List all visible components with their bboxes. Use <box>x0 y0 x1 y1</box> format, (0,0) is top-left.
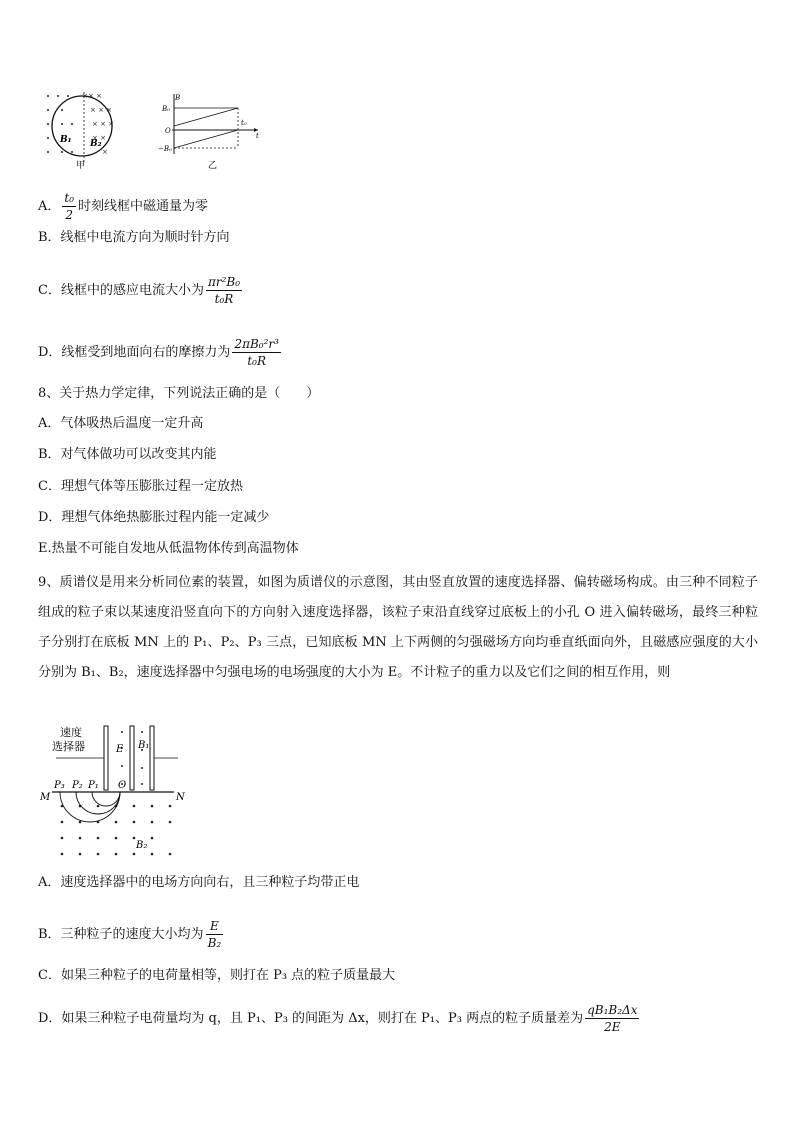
fig-b2: B₂ <box>136 840 148 851</box>
svg-text:× × ×: × × × <box>92 120 115 128</box>
svg-text:×: × <box>82 92 88 100</box>
fig-n: N <box>176 792 185 803</box>
q7-a-text: 时刻线框中磁通量为零 <box>78 199 209 214</box>
q9-d-fraction: $\frac{\text{qB₁B₂Δx}}{2E}$ <box>587 1003 638 1034</box>
q9-option-a: A．速度选择器中的电场方向向右，且三种粒子均带正电 <box>38 875 360 890</box>
q7-d-fraction: $\frac{\text{2πB₀²r³}}{\text{t₀R}}$ <box>234 337 279 368</box>
fig-p1: P₁ <box>88 780 99 791</box>
svg-text:× ×: × × <box>88 92 102 100</box>
q9-d-text: D．如果三种粒子电荷量均为 q，且 P₁、P₃ 的间距为 Δx，则打在 P₁、P₃ 两点的粒子质量差为 <box>38 1011 584 1026</box>
fig-e: E <box>116 744 124 755</box>
q7-option-b: B．线框中电流方向为顺时针方向 <box>38 230 230 245</box>
label-b1: B₁ <box>60 135 72 145</box>
caption-left: 甲 <box>76 161 86 171</box>
axis-o: O <box>165 127 171 135</box>
q8-option-e: E.热量不可能自发地从低温物体传到高温物体 <box>38 541 299 556</box>
fig-p3: P₃ <box>54 780 65 791</box>
caption-right: 乙 <box>208 161 218 171</box>
bt-graph <box>158 92 268 172</box>
q7-a-fraction: $\frac{\text{t₀}}{2}$ <box>64 191 75 222</box>
q9-option-b <box>38 918 225 951</box>
axis-b: B <box>175 94 181 102</box>
svg-text:× × ×: × × × <box>90 106 113 114</box>
q9-option-c: C．如果三种粒子的电荷量相等，则打在 P₃ 点的粒子质量最大 <box>38 968 396 983</box>
q7-c-text: C．线框中的感应电流大小为 <box>38 283 204 298</box>
q9-option-d <box>38 1002 641 1035</box>
label-b2: B₂ <box>90 139 102 149</box>
q9-b-text: B．三种粒子的速度大小均为 <box>38 927 204 942</box>
q8-stem: 8、关于热力学定律，下列说法正确的是（ ） <box>38 386 320 401</box>
svg-text:× ×: × × <box>92 134 106 142</box>
axis-neg-b0: −B₀ <box>158 145 172 153</box>
axis-b0: B₀ <box>162 105 170 113</box>
fig-b1: B₁ <box>138 740 150 751</box>
q9-b-fraction: $\frac{E}{\text{B₂}}$ <box>207 919 222 950</box>
figure-mass-spectrometer <box>38 722 188 862</box>
figure-bt-graph <box>158 92 268 172</box>
fig-o: O <box>118 780 127 791</box>
q7-option-c <box>38 274 244 307</box>
axis-t: t <box>256 132 259 140</box>
q8-option-a: A．气体吸热后温度一定升高 <box>38 416 204 431</box>
q7-d-text: D．线框受到地面向右的摩擦力为 <box>38 345 231 360</box>
q7-option-d <box>38 336 283 369</box>
figure-circle-field <box>40 88 122 172</box>
fig-m: M <box>40 792 51 803</box>
axis-t0: t₀ <box>241 119 247 127</box>
fig-label-line1: 速度 <box>60 726 82 739</box>
fig-p2: P₂ <box>72 780 83 791</box>
svg-text:×: × <box>102 148 108 156</box>
q8-option-c: C．理想气体等压膨胀过程一定放热 <box>38 479 243 494</box>
fig-label-line2: 选择器 <box>52 740 85 753</box>
mass-spectrometer-diagram <box>38 722 188 862</box>
q8-option-b: B．对气体做功可以改变其内能 <box>38 447 217 462</box>
q7-a-prefix: A． <box>38 199 61 214</box>
circle-field-diagram <box>40 88 122 172</box>
q7-option-a <box>38 190 208 223</box>
q7-c-fraction: $\frac{\text{πr²B₀}}{\text{t₀R}}$ <box>207 275 241 306</box>
q8-option-d: D．理想气体绝热膨胀过程内能一定减少 <box>38 510 270 525</box>
q9-stem: 9、质谱仪是用来分析同位素的装置，如图为质谱仪的示意图，其由竖直放置的速度选择器、偏转磁场构成。由三种不同粒子组成的粒子束以某速度沿竖直向下的方向射入速度选择器，该粒子束沿直线穿过底板上的小孔 O 进入偏转磁场，最终三种粒子分别打在底板 MN 上的 P₁、P₂、P₃ 三点，已知底板 MN 上下两侧的匀强磁场方向均垂直纸面向外，且磁感应强度的大小分别为 B₁、B₂，速度选择器中匀强电场的电场强度的大小为 E。不计粒子的重力以及它们之间的相互作用，则 <box>38 575 758 680</box>
